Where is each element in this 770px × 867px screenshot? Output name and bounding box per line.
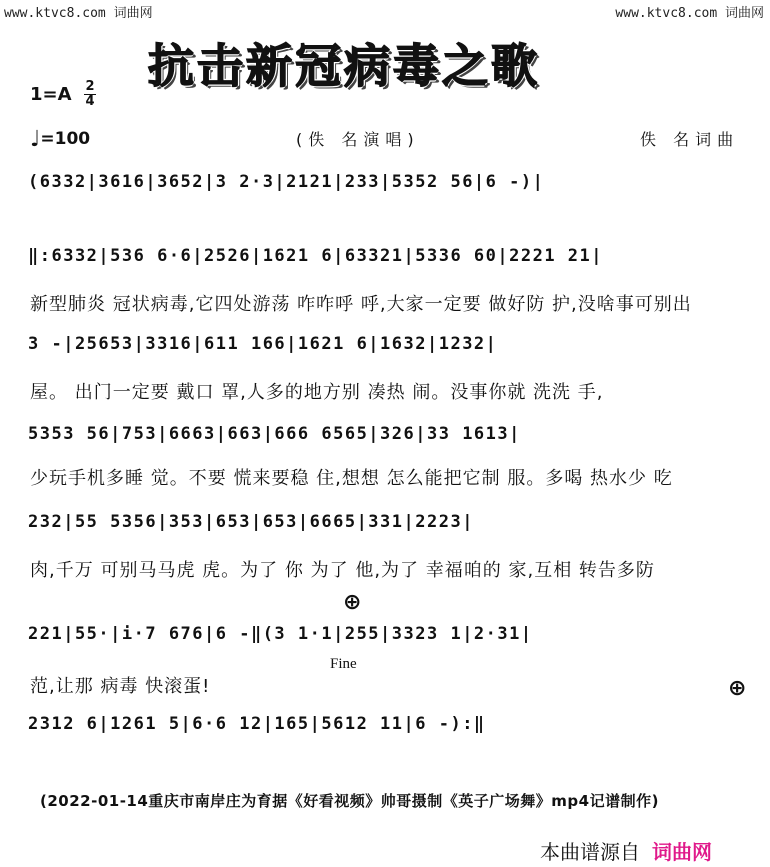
notation-line-4: 5353 56|753|6663|663|666 6565|326|33 1613|: [28, 424, 521, 444]
transcription-note: (2022-01-14重庆市南岸庄为育据《好看视频》帅哥摄制《英子广场舞》mp4记谱制作): [40, 792, 659, 810]
coda-icon: ⊕: [343, 590, 362, 615]
source-label: 本曲谱源自: [540, 840, 640, 864]
composer-credit: 佚 名词曲: [640, 130, 740, 149]
tempo-value: =100: [40, 129, 91, 149]
lyric-line-4: 少玩手机多睡 觉。不要 慌来要稳 住,想想 怎么能把它制 服。多喝 热水少 吃: [30, 468, 673, 489]
notation-line-5: 232|55 5356|353|653|653|6665|331|2223|: [28, 512, 474, 532]
lyric-line-6: 范,让那 病毒 快滚蛋!: [30, 676, 211, 697]
quarter-note-icon: ♩: [30, 127, 41, 152]
notation-line-2: ‖:6332|536 6·6|2526|1621 6|63321|5336 60|2221 21|: [28, 246, 604, 266]
notation-line-3: 3 -|25653|3316|611 166|1621 6|1632|1232|: [28, 334, 498, 354]
coda-icon-end: ⊕: [728, 676, 747, 701]
tempo-marking: [30, 127, 90, 152]
notation-line-6: 221|55·|i·7 676|6 -‖(3 1·1|255|3323 1|2·31|: [28, 624, 533, 644]
watermark-right: www.ktvc8.com 词曲网: [615, 6, 764, 21]
song-title: 抗击新冠病毒之歌: [148, 39, 540, 93]
notation-line-1: (6332|3616|3652|3 2·3|2121|233|5352 56|6 -)|: [28, 172, 545, 192]
lyric-line-2: 新型肺炎 冠状病毒,它四处游荡 咋咋呼 呼,大家一定要 做好防 护,没啥事可别出: [30, 294, 692, 315]
singer-credit: (佚 名演唱): [296, 130, 420, 149]
time-signature-top: 2: [85, 79, 95, 94]
source-brand-link[interactable]: 词曲网: [652, 840, 712, 864]
lyric-line-5: 肉,千万 可别马马虎 虎。为了 你 为了 他,为了 幸福咱的 家,互相 转告多防: [30, 560, 655, 581]
time-signature-bottom: 4: [85, 94, 95, 109]
key-signature: 1=A: [30, 84, 72, 105]
source-credit: [540, 836, 712, 865]
fine-marking: Fine: [330, 656, 357, 672]
notation-line-7: 2312 6|1261 5|6·6 12|165|5612 11|6 -):‖: [28, 714, 486, 734]
lyric-line-3: 屋。 出门一定要 戴口 罩,人多的地方别 凑热 闹。没事你就 洗洗 手,: [30, 382, 604, 403]
time-signature: [84, 80, 96, 109]
watermark-left: www.ktvc8.com 词曲网: [4, 6, 153, 21]
